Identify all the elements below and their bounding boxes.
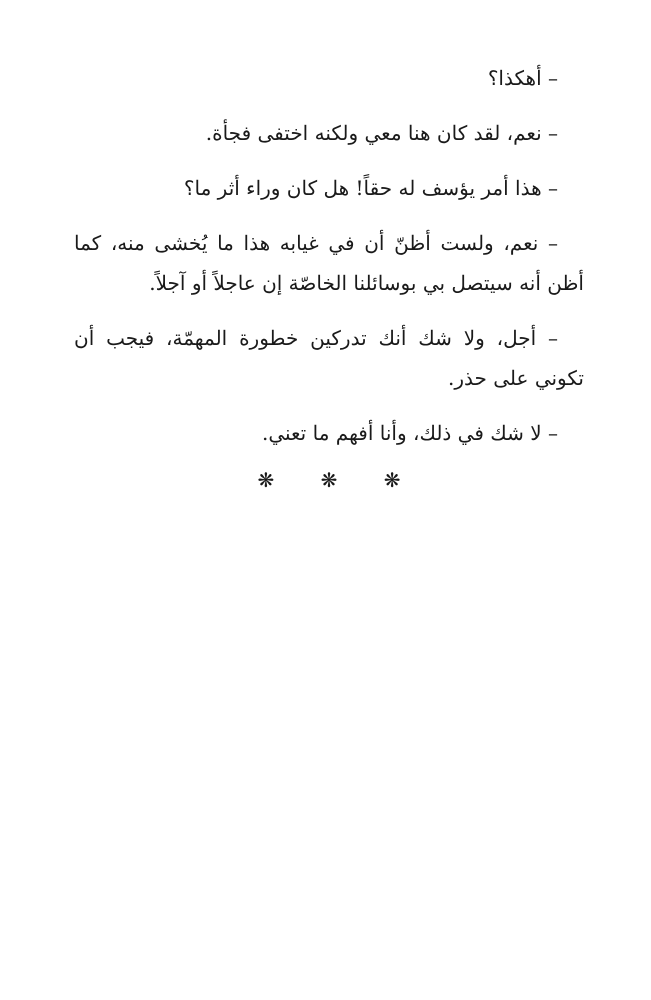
paragraph-1: – أهكذا؟ [487, 66, 558, 90]
section-separator: ❋ ❋ ❋ [257, 468, 421, 492]
paragraph-2: – نعم، لقد كان هنا معي ولكنه اختفى فجأة. [205, 121, 558, 145]
paragraph-5: – أجل، ولا شك أنك تدركين خطورة المهمّة، فيجب أن تكوني على حذر. [74, 326, 584, 390]
page-text [74, 58, 584, 492]
paragraph-4: – نعم، ولست أظنّ أن في غيابه هذا ما يُخشى منه، كما أظن أنه سيتصل بي بوسائلنا الخاصّة إن عاجلاً أو آجلاً. [74, 231, 584, 295]
paragraph-3: – هذا أمر يؤسف له حقاً! هل كان وراء أثر ما؟ [183, 176, 558, 200]
paragraph-6: – لا شك في ذلك، وأنا أفهم ما تعني. [261, 421, 558, 445]
